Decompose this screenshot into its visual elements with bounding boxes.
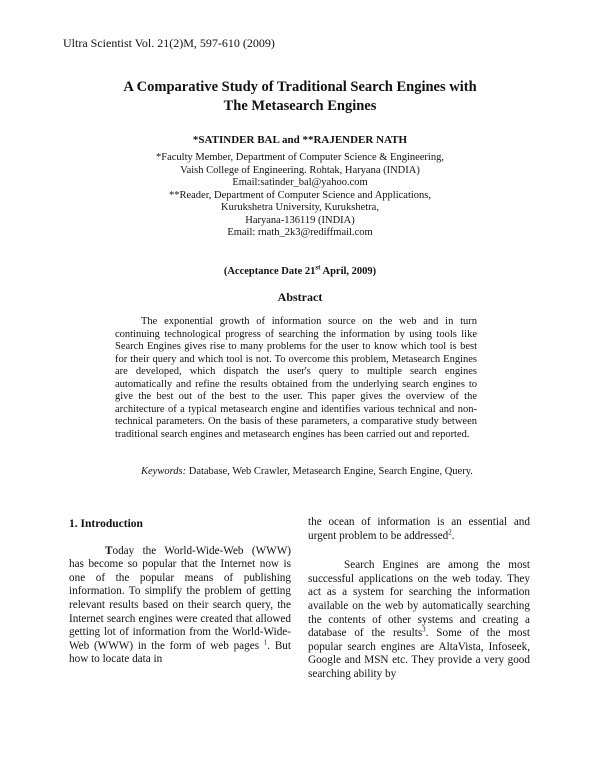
title-line-1: A Comparative Study of Traditional Search Engines with (123, 79, 477, 95)
title-line-2: The Metasearch Engines (223, 98, 377, 114)
intro-paragraph-2 (308, 559, 530, 681)
intro-paragraph-continued (308, 516, 530, 543)
affiliation-line: **Reader, Department of Computer Science and Applications, (168, 189, 431, 201)
keywords-text: Database, Web Crawler, Metasearch Engine, Search Engine, Query. (186, 466, 473, 477)
paragraph-text: . (451, 529, 455, 542)
drop-cap: T (105, 544, 113, 557)
paragraph-text: . But how to locate data in (69, 639, 291, 666)
left-column (69, 518, 291, 677)
affiliation-line: *Faculty Member, Department of Computer Science & Engineering, (156, 152, 444, 163)
paragraph-text: . Some of the most popular search engines are AltaVista, Infoseek, Google and MSN etc. They provide a very good searching ability by (308, 627, 530, 680)
acceptance-suffix: April, 2009) (320, 266, 377, 277)
acceptance-date (0, 263, 600, 277)
acceptance-prefix: (Acceptance Date 21 (223, 266, 316, 277)
authors: *SATINDER BAL and **RAJENDER NATH (192, 134, 408, 146)
acceptance-sup: st (315, 263, 321, 272)
reference-mark: 3 (422, 625, 426, 634)
affiliation-line: Kurukshetra University, Kurukshetra, (221, 202, 379, 213)
paragraph-text: Search Engines are among the most successful applications on the web today. They act as a system for searching the information available on the web by automatically searching the contents of other systems and creating a database of the results (308, 559, 530, 640)
reference-mark: 1 (263, 638, 268, 647)
journal-citation: Ultra Scientist Vol. 21(2)M, 597-610 (2009) (63, 36, 275, 50)
abstract-text: The exponential growth of information source on the web and in turn continuing technological progress of searching the information by using tools like Search Engines gives rise to many problems for the user to know which tool is best for their query and which tool is not. To overcome this problem, Metasearch Engines are developed, which dispatch the user's query to multiple search engines automatically and refine the results obtained from the underlying search engines to give the best out of the best to the user. This paper gives the overview of the architecture of a typical metasearch engine and identifies various technical and non-technical parameters. On the basis of these parameters, a comparative study between traditional search engines and metasearch engines has been carried out and reported. (115, 316, 477, 440)
paragraph-text: the ocean of information is an essential and urgent problem to be addressed (308, 516, 530, 542)
affiliations (0, 152, 600, 240)
section-heading: 1. Introduction (69, 518, 143, 530)
affiliation-line: Vaish College of Engineering. Rohtak, Haryana (INDIA) (180, 164, 420, 176)
keywords-label: Keywords: (141, 466, 187, 477)
keywords (115, 466, 477, 479)
affiliation-line: Haryana-136119 (INDIA) (245, 214, 355, 226)
abstract-heading: Abstract (277, 290, 323, 304)
paper-title (0, 78, 600, 116)
paragraph-text: oday the World-Wide-Web (WWW) has become so popular that the Internet now is one of the popular means of publishing information. To simplify the problem of getting relevant results based on their search query, the Internet search engines were created that allowed getting lot of information from the World-Wide-Web (WWW) in the form of web pages (69, 544, 291, 652)
right-column (308, 516, 530, 692)
intro-paragraph-1 (69, 545, 291, 667)
affiliation-email: Email: rnath_2k3@rediffmail.com (227, 227, 373, 238)
reference-mark: 2 (448, 527, 452, 536)
affiliation-email: Email:satinder_bal@yahoo.com (232, 177, 368, 188)
